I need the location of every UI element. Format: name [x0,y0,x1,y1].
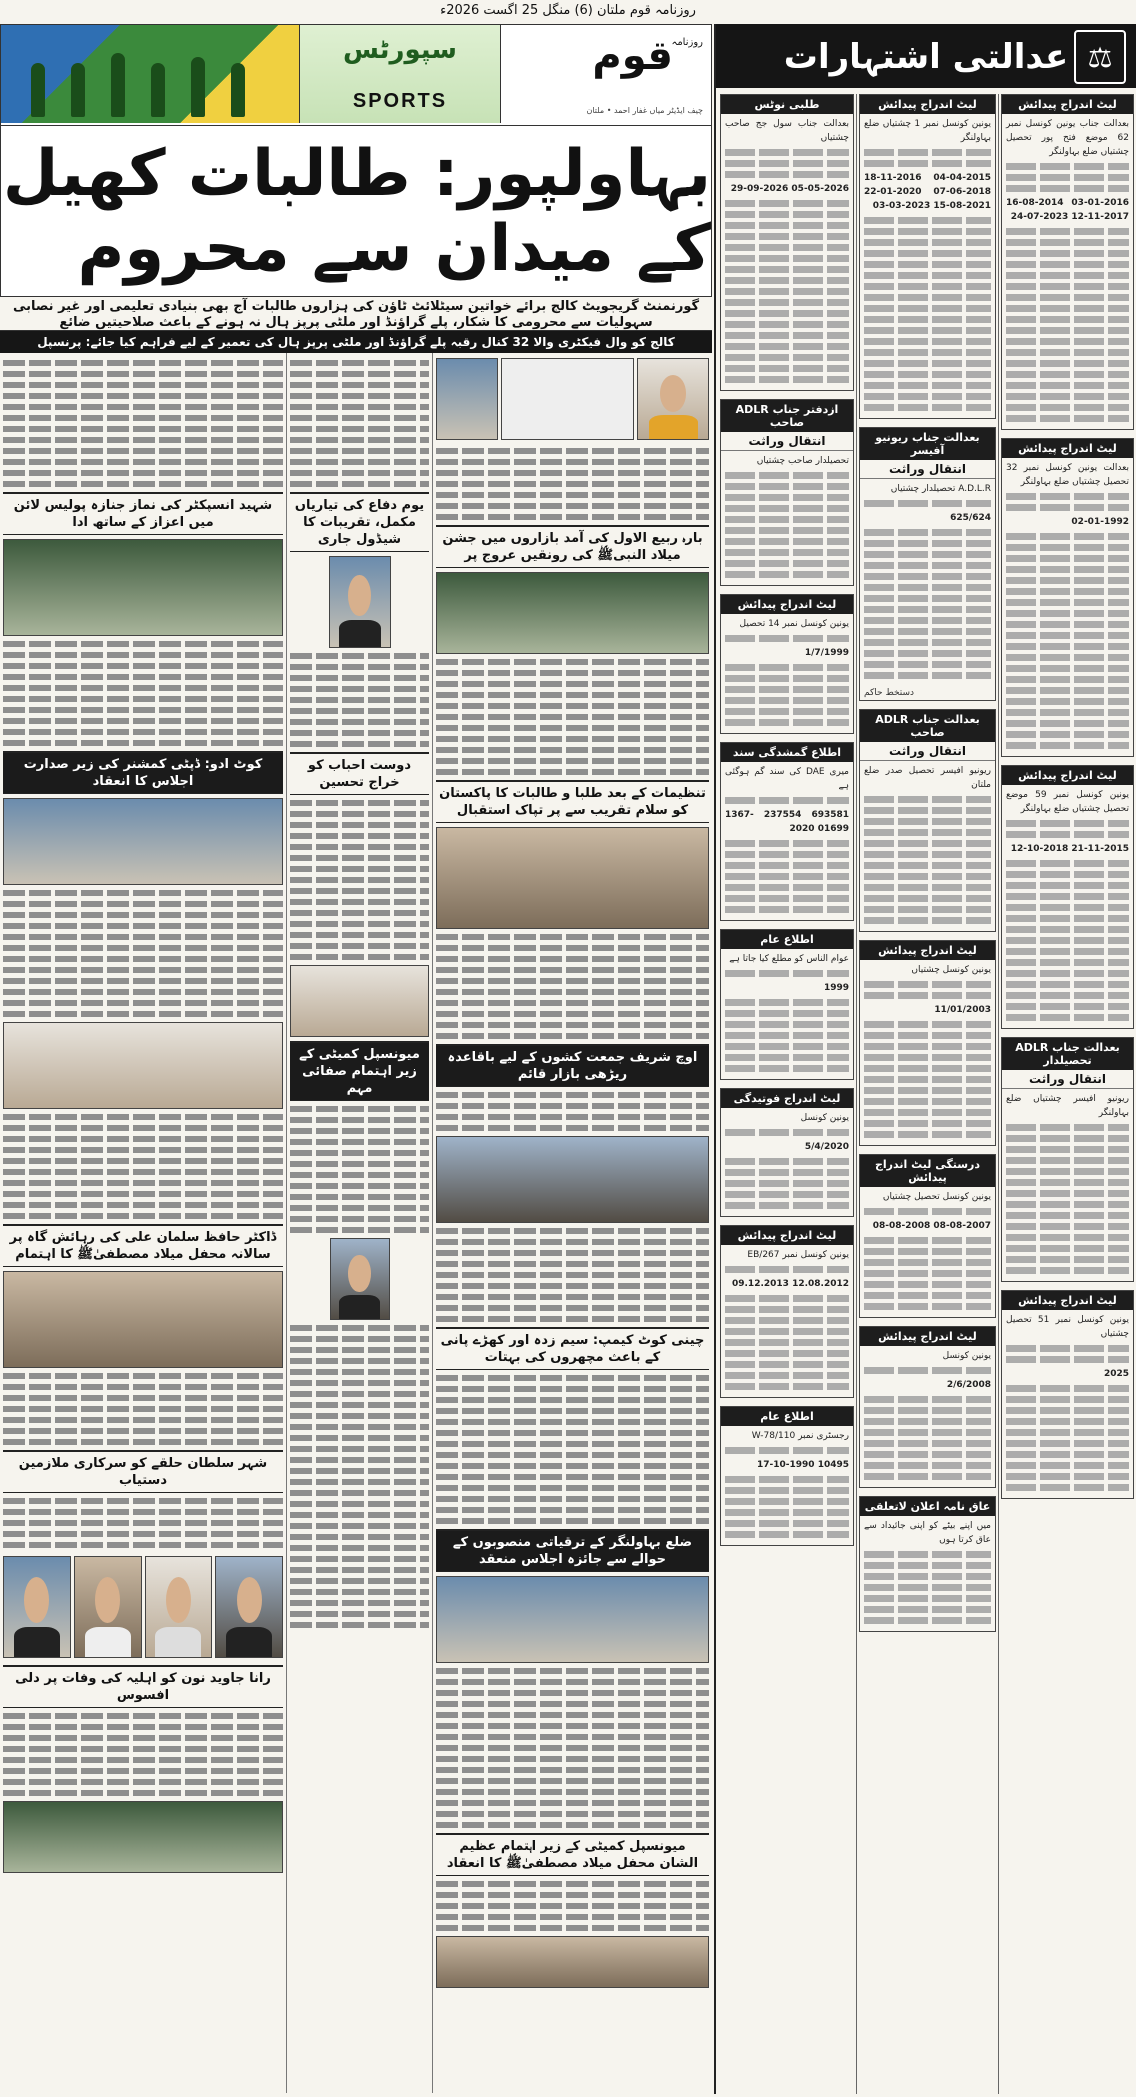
notice-body [860,960,995,1145]
college-building-photo [436,358,498,440]
notice-text: بعدالت جناب سول جج صاحب چشتیاں [725,119,849,143]
notice [859,427,996,701]
man-portrait-photo [215,1556,283,1658]
story-body [436,1228,709,1322]
notice-dates: 04-04-2015 18-11-2016 07-06-2018 22-01-2020 15-08-2021 03-03-2023 [864,173,991,211]
notice-text: A.D.L.R تحصیلدار چشتیاں [890,484,991,494]
story-headline: رانا جاوید نون کو اہلیہ کی وفات پر دلی افسوس [3,1665,283,1708]
notice-subheading: انتقال وراثت [860,742,995,761]
notice-text: یونین کونسل تحصیل چشتیاں [882,1192,991,1202]
notice-text: یونین کونسل نمبر 59 موضع تحصیل چشتیاں ضلع بہاولنگر [1006,790,1130,814]
story-body [436,934,709,1039]
notice [859,1496,996,1632]
story-body [436,1375,709,1524]
notice-body [1002,785,1133,1028]
notice-body [721,1108,853,1216]
story-body [3,1373,283,1445]
notice-heading: درستگی لیٹ اندراج پیدائش [860,1155,995,1187]
notice-text: یونین کونسل [942,1351,991,1361]
notice-body [860,1516,995,1631]
award-photo [290,965,429,1037]
news-column-3 [0,353,286,2093]
dateline: روزنامہ قوم ملتان (6) منگل 25 اگست 2026ء [440,3,696,18]
brand-meta: چیف ایڈیٹر میاں غفار احمد • ملتان [586,106,703,115]
notice-text: یونین کونسل نمبر 267/EB [747,1250,849,1260]
main-subbar: کالج کو وال فیکٹری والا 32 کنال رقبہ پلے گراؤنڈ اور ملٹی پرپز ہال کی تعمیر کے لیے فراہم کیا جائے: پرنسپل [0,331,712,353]
notice-body [860,114,995,418]
notice-heading: اطلاع گمشدگی سند [721,743,853,762]
sports-label-english: SPORTS [352,90,448,112]
story-body [436,1881,709,1931]
court-notices-header [716,24,1136,88]
notice-text: میں اپنے بیٹے کو اپنی جائیداد سے عاق کرتا ہوں [864,1521,991,1545]
notice-text: تحصیلدار صاحب چشتیاں [756,456,849,466]
notice-body [721,1426,853,1545]
notice [859,94,996,419]
notice-text: رجسٹری نمبر 110/W-78 [751,1431,849,1441]
story-body [3,360,283,487]
notice-text: بعدالت یونین کونسل نمبر 32 تحصیل چشتیاں ضلع بہاولنگر [1006,463,1129,487]
notice-heading: بعدالت جناب ADLR تحصیلدار [1002,1038,1133,1070]
notice-heading: لیٹ اندراج پیدائش [860,941,995,960]
gathering-photo [436,1936,709,1988]
notice [859,1154,996,1318]
notice-dates: 05-05-2026 29-09-2026 [730,184,849,194]
hockey-players-photo [1,25,299,123]
scales-of-justice-icon: ⚖ [1074,30,1126,84]
notice-body [721,949,853,1079]
man-portrait-photo [330,1238,390,1320]
court-notices-title: عدالتی اشتہارات [783,36,1069,77]
notice-text: یونین کونسل نمبر 14 تحصیل [739,619,849,629]
notice-body [860,479,995,686]
story-headline: چینی کوٹ کیمپ: سیم زدہ اور کھڑے پانی کے باعث مچھروں کی بہتات [436,1327,709,1370]
notice-heading: لیٹ اندراج پیدائش [1002,1291,1133,1310]
notice-heading: لیٹ اندراج پیدائش [1002,95,1133,114]
story-body [290,800,429,960]
notice-subheading: انتقال وراثت [860,460,995,479]
notice [1001,1037,1134,1282]
notice [1001,438,1134,757]
notice-dates: 02-01-1992 [1071,517,1129,527]
notice [1001,94,1134,430]
court-notices-section [714,24,1136,2094]
notice-text: یونین کونسل نمبر 1 چشتیاں ضلع بہاولنگر [864,119,991,143]
notice-body [1002,1310,1133,1498]
review-meeting-photo [436,1576,709,1663]
news-column-2 [286,353,432,2093]
notice [720,94,854,391]
brand-logo [500,25,711,123]
notice-dates: 625/624 [950,513,991,523]
market-photo [436,572,709,654]
story-headline: شہید انسپکٹر کی نماز جنازہ پولیس لائن میں اعزاز کے ساتھ ادا [3,492,283,535]
man-portrait-photo [3,1556,71,1658]
notice-heading: لیٹ اندراج پیدائش [721,1226,853,1245]
story-body [290,360,429,487]
notice [859,709,996,932]
funeral-prayer-photo [3,539,283,636]
notice-text: بعدالت جناب یونین کونسل نمبر 62 موضع فتح پور تحصیل چشتیاں ضلع بہاولنگر [1006,119,1129,157]
notice-body [1002,114,1133,429]
notice-text: یونین کونسل نمبر 51 تحصیل چشتیاں [1006,1315,1130,1339]
notice-body [721,1245,853,1397]
notice-dates: 11/01/2003 [934,1005,991,1015]
woman-portrait-photo [637,358,709,440]
man-portrait-photo [145,1556,213,1658]
story-body [290,1325,429,1628]
group-photo [3,1801,283,1873]
notices-column-2 [856,94,998,2094]
notice-body [860,1187,995,1317]
notice-text: میری DAE کی سند گم ہوگئی ہے [725,767,849,791]
notice-heading: اطلاع عام [721,930,853,949]
notices-column-3 [718,94,856,2094]
notice [720,742,854,921]
man-portrait-photo [329,556,391,648]
notice-heading: لیٹ اندراج پیدائش [721,595,853,614]
notice-heading: بعدالت جناب ADLR صاحب [860,710,995,742]
notice [720,1088,854,1217]
story-body [3,1713,283,1796]
notice [720,399,854,586]
notice-body [721,762,853,920]
story-body [290,653,429,747]
story-body [436,1668,709,1828]
sports-label [299,25,500,123]
notice-body [721,451,853,585]
notice-text: یونین کونسل [800,1113,849,1123]
notice-body [721,114,853,390]
story-body [436,1092,709,1131]
story-body [436,659,709,775]
notice-text: ریونیو افیسر چشتیاں ضلع بہاولنگر [1006,1094,1129,1118]
notice-dates: 08-08-2007 08-08-2008 [872,1221,991,1231]
news-columns [0,353,712,2093]
notice-dates: 03-01-2016 16-08-2014 12-11-2017 24-07-2023 [1006,198,1129,222]
notice-heading: لیٹ اندراج پیدائش [860,95,995,114]
main-subheadline: گورنمنٹ گریجویٹ کالج برائے خواتین سیٹلائٹ ٹاؤن کی ہزاروں طالبات آج بھی بنیادی تعلیمی اور غیر نصابی سہولیات سے محرومی کا شکار، پلے گراؤنڈ اور ملٹی پرپز ہال نہ ہونے کے باعث صلاحیتیں ضائع [0,297,712,331]
notice [1001,1290,1134,1499]
notice-heading: اطلاع عام [721,1407,853,1426]
notice-dates: 1999 [823,983,849,993]
students-ceremony-photo [436,827,709,929]
story-headline: اوچ شریف جمعت کشوں کے لیے باقاعدہ ریڑھی بازار قائم [436,1044,709,1087]
brand-name: قوم [592,33,673,79]
notice-dates: 2/6/2008 [946,1380,991,1390]
notice-subheading: انتقال وراثت [721,432,853,451]
notice-body [860,761,995,931]
story-body [3,890,283,1017]
notice-body [721,614,853,733]
notice-text: عوام الناس کو مطلع کیا جاتا ہے [729,954,849,964]
main-headline: بہاولپور: طالبات کھیل کے میدان سے محروم [0,126,712,297]
story-body [436,448,709,520]
notice-heading: لیٹ اندراج پیدائش [1002,439,1133,458]
notice-dates: 693581 237554 1367-01699 2020 [725,810,850,834]
story-body [3,1498,283,1548]
story-headline: ڈاکٹر حافظ سلمان علی کی رہائش گاہ پر سالانہ محفل میلاد مصطفیٰﷺ کا اہتمام [3,1224,283,1267]
notice [720,1225,854,1398]
notice-text: ریونیو افیسر تحصیل صدر ضلع ملتان [864,766,991,790]
story-headline: میونسپل کمیٹی کے زیر اہتمام عظیم الشان محفل میلاد مصطفیٰﷺ کا انعقاد [436,1833,709,1876]
story-body [3,1114,283,1219]
story-body [3,641,283,746]
news-column-1 [432,353,712,2093]
notice-body [860,1346,995,1487]
story-headline: یوم دفاع کی تیاریاں مکمل، تقریبات کا شیڈول جاری [290,492,429,552]
story-headline: دوست احباب کو خراج تحسین [290,752,429,795]
notice [1001,765,1134,1029]
mehfil-photo [3,1271,283,1368]
notice [720,594,854,734]
sports-news-section [0,24,712,2094]
notice-heading: طلبی نوٹس [721,95,853,114]
story-headline: میونسپل کمیٹی کے زیر اہتمام صفائی مہم [290,1041,429,1101]
man-portrait-photo [74,1556,142,1658]
stage-event-photo [3,1022,283,1109]
photo-row [436,355,709,443]
notice-heading: لیٹ اندراج پیدائش [1002,766,1133,785]
notice-heading: لیٹ اندراج پیدائش [860,1327,995,1346]
notice [859,940,996,1146]
notice-heading: ازدفتر جناب ADLR صاحب [721,400,853,432]
notice-dates: 21-11-2015 12-10-2018 [1010,844,1129,854]
meeting-photo [436,1136,709,1223]
notice-body [1002,1089,1133,1281]
sports-label-urdu: سپورٹس [343,35,457,65]
story-headline: ضلع بہاولنگر کے ترقیاتی منصوبوں کے حوالے سے جائزہ اجلاس منعقد [436,1529,709,1572]
commissioner-meeting-photo [3,798,283,885]
notice-text: یونین کونسل چشتیاں [911,965,991,975]
notices-column-1 [998,94,1136,2094]
notice-heading: بعدالت جناب ریونیو آفیسر [860,428,995,460]
notice-dates: 12.08.2012 09.12.2013 [731,1279,849,1289]
notice [859,1326,996,1488]
notice [720,929,854,1080]
notice-dates: 2025 [1103,1369,1129,1379]
notice-dates: 5/4/2020 [804,1142,849,1152]
portrait-row [3,1553,283,1661]
notice-heading: عاق نامہ اعلان لاتعلقی [860,1497,995,1516]
notice-dates: 1/7/1999 [804,648,849,658]
document-scan-photo [501,358,634,440]
notice-subheading: انتقال وراثت [1002,1070,1133,1089]
notice-signature: دستخط حاکم [864,688,915,698]
notice-body [1002,458,1133,756]
story-headline: شہر سلطان حلقے کو سرکاری ملازمین دستیاب [3,1450,283,1493]
notices-columns [716,94,1136,2094]
masthead [0,24,712,126]
notice-dates: 10495 17-10-1990 [756,1460,849,1470]
story-body [290,1106,429,1233]
story-headline: کوٹ ادو: ڈپٹی کمشنر کی زیر صدارت اجلاس کا انعقاد [3,751,283,794]
notice [720,1406,854,1546]
story-headline: بارہ ربیع الاول کی آمد بازاروں میں جشن میلاد النبیﷺ کی رونقیں عروج پر [436,525,709,568]
notice-heading: لیٹ اندراج فوتیدگی [721,1089,853,1108]
story-headline: تنظیمات کے بعد طلبا و طالبات کا پاکستان کو سلام تقریب سے پر تپاک استقبال [436,780,709,823]
brand-daily: روزنامہ [671,37,703,48]
